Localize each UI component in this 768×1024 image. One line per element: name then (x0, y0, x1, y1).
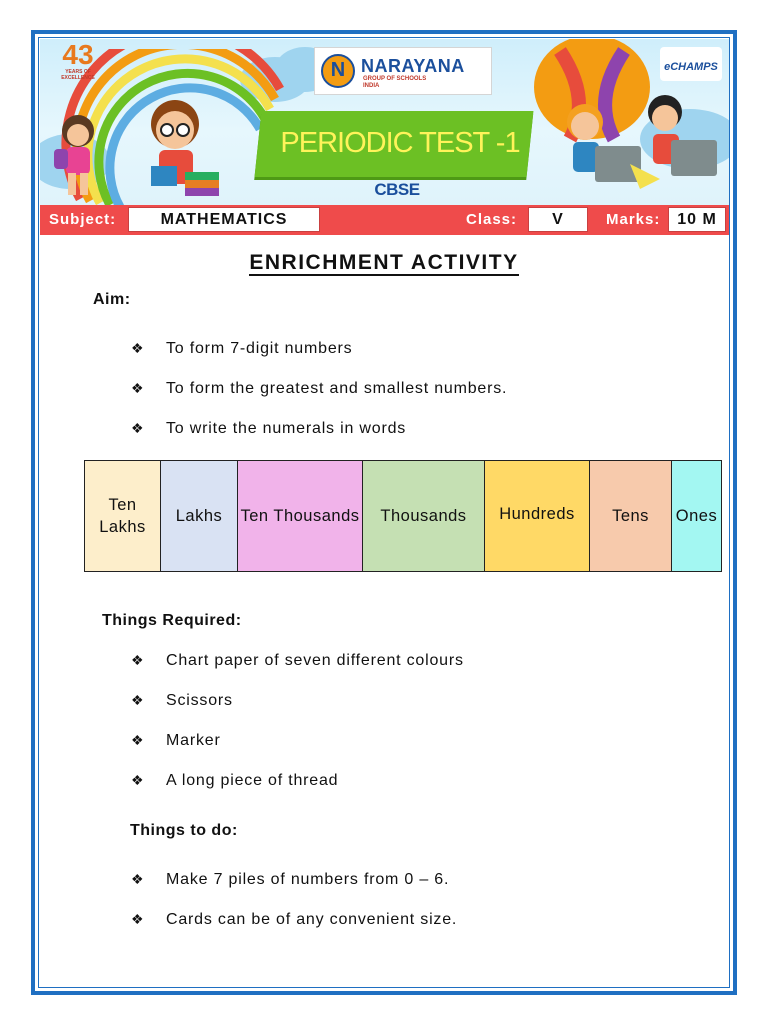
bullet-icon: ❖ (131, 732, 145, 748)
place-cell-lakhs: Lakhs (161, 461, 238, 572)
class-value: V (528, 207, 588, 232)
cartoon-girl-illustration (48, 109, 108, 204)
aim-item: ❖ To write the numerals in words (131, 420, 407, 437)
kids-with-computers-illustration (545, 94, 725, 204)
echamps-logo (660, 47, 722, 81)
bullet-icon: ❖ (131, 692, 145, 708)
marks-value: 10 M (668, 207, 726, 232)
place-cell-ten-thousands: Ten Thousands (238, 461, 363, 572)
required-item: ❖ A long piece of thread (131, 772, 339, 789)
badge-number: 43 (62, 39, 94, 70)
bullet-icon: ❖ (131, 380, 145, 396)
required-item: ❖ Scissors (131, 692, 233, 709)
things-required-label: Things Required: (102, 612, 242, 629)
narayana-logo (314, 47, 492, 95)
subject-value: MATHEMATICS (128, 207, 320, 232)
subject-bar (40, 205, 729, 235)
cartoon-boy-with-books-illustration (135, 94, 225, 205)
place-cell-hundreds: Hundreds (485, 461, 590, 572)
place-cell-tens: Tens (590, 461, 672, 572)
subject-label: Subject: (49, 211, 117, 228)
badge-text: YEARS OF EXCELLENCE (61, 69, 95, 81)
required-item: ❖ Chart paper of seven different colours (131, 652, 464, 669)
aim-label: Aim: (93, 291, 131, 308)
required-item: ❖ Marker (131, 732, 221, 749)
logo-emblem-icon: N (321, 54, 355, 88)
aim-item: ❖ To form the greatest and smallest numbers. (131, 380, 508, 397)
things-to-do-label: Things to do: (130, 822, 238, 839)
bullet-icon: ❖ (131, 340, 145, 356)
todo-item: ❖ Make 7 piles of numbers from 0 – 6. (131, 871, 450, 888)
echamps-text: eCHAMPS (664, 61, 718, 73)
bullet-icon: ❖ (131, 652, 145, 668)
page-title: ENRICHMENT ACTIVITY (249, 251, 519, 274)
anniversary-badge (50, 41, 106, 79)
place-value-table (84, 460, 722, 572)
class-label: Class: (466, 211, 518, 228)
aim-item: ❖ To form 7-digit numbers (131, 340, 353, 357)
bullet-icon: ❖ (131, 911, 145, 927)
test-title: PERIODIC TEST -1 (280, 127, 520, 159)
marks-label: Marks: (606, 211, 661, 228)
place-cell-ten-lakhs: Ten Lakhs (85, 461, 161, 572)
logo-subtitle: GROUP OF SCHOOLS INDIA (363, 76, 427, 89)
table-row (85, 461, 722, 572)
place-cell-thousands: Thousands (363, 461, 485, 572)
place-cell-ones: Ones (672, 461, 722, 572)
logo-title: NARAYANA (361, 56, 465, 76)
bullet-icon: ❖ (131, 420, 145, 436)
bullet-icon: ❖ (131, 871, 145, 887)
bullet-icon: ❖ (131, 772, 145, 788)
todo-item: ❖ Cards can be of any convenient size. (131, 911, 458, 928)
board-label: CBSE (374, 180, 420, 199)
header-banner (40, 39, 729, 205)
